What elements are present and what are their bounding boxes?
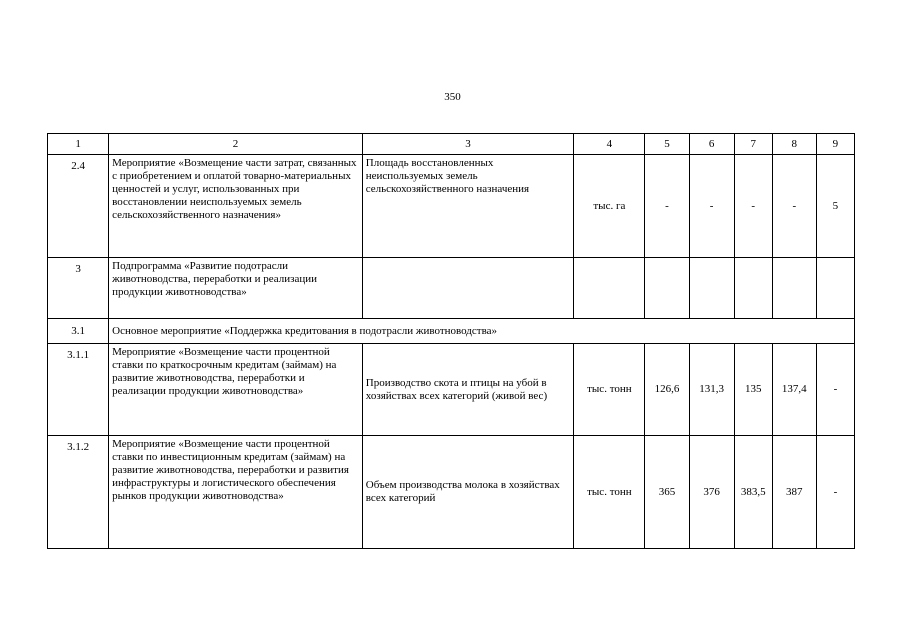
indicator-cell: Объем производства молока в хозяйствах всех категорий xyxy=(362,436,574,549)
value-cell: 137,4 xyxy=(772,344,816,436)
indicator-cell: Площадь восстановленных неиспользуемых земель сельскохозяйственного назначения xyxy=(362,155,574,258)
header-cell: 1 xyxy=(48,134,109,155)
unit-cell: тыс. тонн xyxy=(574,344,645,436)
header-cell: 8 xyxy=(772,134,816,155)
indicators-table xyxy=(47,133,855,549)
value-cell: 365 xyxy=(645,436,689,549)
row-id-cell: 3.1 xyxy=(48,319,109,344)
measure-cell: Мероприятие «Возмещение части затрат, связанных с приобретением и оплатой товарно-материальных ценностей и услуг, использованных при восстановлении неиспользуемых земель сельскохозяйственного назначения» xyxy=(109,155,363,258)
value-cell: 131,3 xyxy=(689,344,734,436)
header-cell: 9 xyxy=(816,134,854,155)
measure-cell: Подпрограмма «Развитие подотрасли животноводства, переработки и реализации продукции животноводства» xyxy=(109,258,363,319)
unit-cell: тыс. тонн xyxy=(574,436,645,549)
row-id-cell: 2.4 xyxy=(48,155,109,258)
empty-cell xyxy=(689,258,734,319)
value-cell: - xyxy=(645,155,689,258)
table-row xyxy=(48,258,855,319)
empty-cell xyxy=(734,258,772,319)
measure-cell: Мероприятие «Возмещение части процентной ставки по краткосрочным кредитам (займам) на развитие животноводства, переработки и реализации продукции животноводства» xyxy=(109,344,363,436)
value-cell: 376 xyxy=(689,436,734,549)
table-row xyxy=(48,344,855,436)
value-cell: 135 xyxy=(734,344,772,436)
value-cell: 126,6 xyxy=(645,344,689,436)
row-id-cell: 3.1.2 xyxy=(48,436,109,549)
value-cell: - xyxy=(734,155,772,258)
value-cell: 387 xyxy=(772,436,816,549)
table-row xyxy=(48,319,855,344)
header-cell: 4 xyxy=(574,134,645,155)
empty-cell xyxy=(645,258,689,319)
measure-cell: Основное мероприятие «Поддержка кредитования в подотрасли животноводства» xyxy=(109,319,855,344)
row-id-cell: 3 xyxy=(48,258,109,319)
value-cell: 5 xyxy=(816,155,854,258)
empty-cell xyxy=(362,258,574,319)
value-cell: - xyxy=(816,344,854,436)
empty-cell xyxy=(772,258,816,319)
row-id-cell: 3.1.1 xyxy=(48,344,109,436)
measure-cell: Мероприятие «Возмещение части процентной ставки по инвестиционным кредитам (займам) на развитие животноводства, переработки и развития инфраструктуры и логистического обеспечения рынков продукции животноводства» xyxy=(109,436,363,549)
table-header-row xyxy=(48,134,855,155)
header-cell: 6 xyxy=(689,134,734,155)
table-row xyxy=(48,155,855,258)
empty-cell xyxy=(816,258,854,319)
value-cell: - xyxy=(689,155,734,258)
header-cell: 7 xyxy=(734,134,772,155)
table-row xyxy=(48,436,855,549)
header-cell: 5 xyxy=(645,134,689,155)
value-cell: - xyxy=(772,155,816,258)
page-number: 350 xyxy=(444,91,461,103)
header-cell: 2 xyxy=(109,134,363,155)
indicator-cell: Производство скота и птицы на убой в хозяйствах всех категорий (живой вес) xyxy=(362,344,574,436)
value-cell: 383,5 xyxy=(734,436,772,549)
unit-cell: тыс. га xyxy=(574,155,645,258)
value-cell: - xyxy=(816,436,854,549)
header-cell: 3 xyxy=(362,134,574,155)
empty-cell xyxy=(574,258,645,319)
